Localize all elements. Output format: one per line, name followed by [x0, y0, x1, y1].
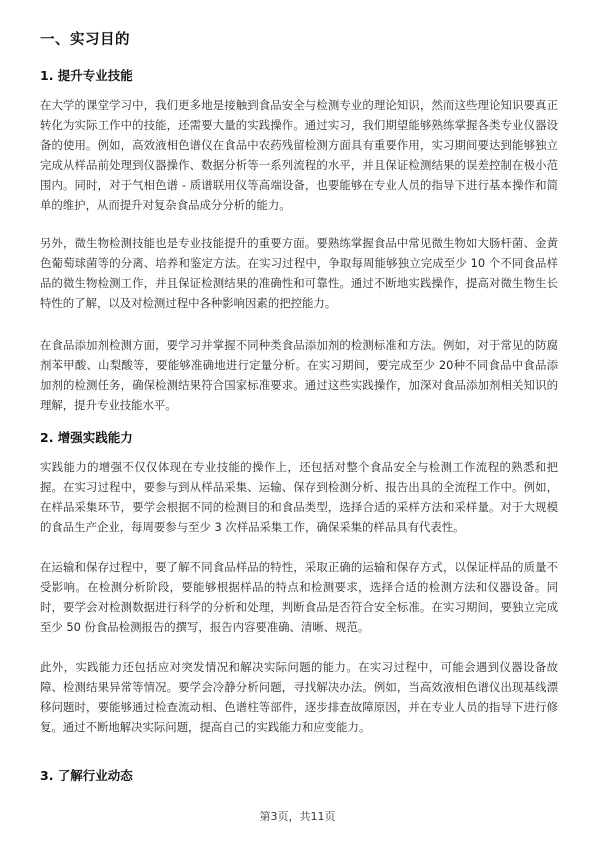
paragraph: 在运输和保存过程中，要了解不同食品样品的特性，采取正确的运输和保存方式，以保证样品的质量不受影响。在检测分析阶段，要能够根据样品的特点和检测要求，选择合适的检测方法和仪器设备。同时，要学会对检测数据进行科学的分析和处理，判断食品是否符合安全标准。在实习期间，要独立完成至少 50 份食品检测报告的撰写，报告内容要准确、清晰、规范。: [40, 560, 558, 634]
paragraph: 实践能力的增强不仅仅体现在专业技能的操作上，还包括对整个食品安全与检测工作流程的熟悉和把握。在实习过程中，要参与到从样品采集、运输、保存到检测分析、报告出具的全流程工作中。例如，在样品采集环节，要学会根据不同的检测目的和食品类型，选择合适的采样方法和采样量。对于大规模的食品生产企业，每周要参与至少 3 次样品采集工作，确保采集的样品具有代表性。: [40, 460, 558, 534]
paragraph: 另外，微生物检测技能也是专业技能提升的重要方面。要熟练掌握食品中常见微生物如大肠杆菌、金黄色葡萄球菌等的分离、培养和鉴定方法。在实习过程中，争取每周能够独立完成至少 10 个不同食品样品的微生物检测工作，并且保证检测结果的准确性和可靠性。通过不断地实践操作，提高对微生物生长特性的了解，以及对检测过程中各种影响因素的把控能力。: [40, 236, 558, 310]
paragraph: 在食品添加剂检测方面，要学习并掌握不同种类食品添加剂的检测标准和方法。例如，对于常见的防腐剂苯甲酸、山梨酸等，要能够准确地进行定量分析。在实习期间，要完成至少 20种不同食品中食品添加剂的检测任务，确保检测结果符合国家标准要求。通过这些实践操作，加深对食品添加剂相关知识的理解，提升专业技能水平。: [40, 338, 558, 412]
subsection-heading-1: 1. 提升专业技能: [40, 68, 133, 83]
paragraph: 在大学的课堂学习中，我们更多地是接触到食品安全与检测专业的理论知识，然而这些理论知识要真正转化为实际工作中的技能，还需要大量的实践操作。通过实习，我们期望能够熟练掌握各类专业仪器设备的使用。例如，高效液相色谱仪在食品中农药残留检测方面具有重要作用，实习期间要达到能够独立完成从样品前处理到仪器操作、数据分析等一系列流程的水平，并且保证检测结果的误差控制在极小范围内。同时，对于气相色谱 - 质谱联用仪等高端设备，也要能够在专业人员的指导下进行基本操作和简单的维护，从而提升对复杂食品成分分析的能力。: [40, 98, 558, 212]
paragraph: 此外，实践能力还包括应对突发情况和解决实际问题的能力。在实习过程中，可能会遇到仪器设备故障、检测结果异常等情况。要学会冷静分析问题，寻找解决办法。例如，当高效液相色谱仪出现基线漂移问题时，要能够通过检查流动相、色谱柱等部件，逐步排查故障原因，并在专业人员的指导下进行修复。通过不断地解决实际问题，提高自己的实践能力和应变能力。: [40, 660, 558, 734]
subsection-heading-2: 2. 增强实践能力: [40, 430, 133, 445]
subsection-heading-3: 3. 了解行业动态: [40, 768, 133, 783]
section-title: 一、实习目的: [40, 32, 130, 48]
page-footer: 第3页，共11页: [259, 810, 336, 823]
